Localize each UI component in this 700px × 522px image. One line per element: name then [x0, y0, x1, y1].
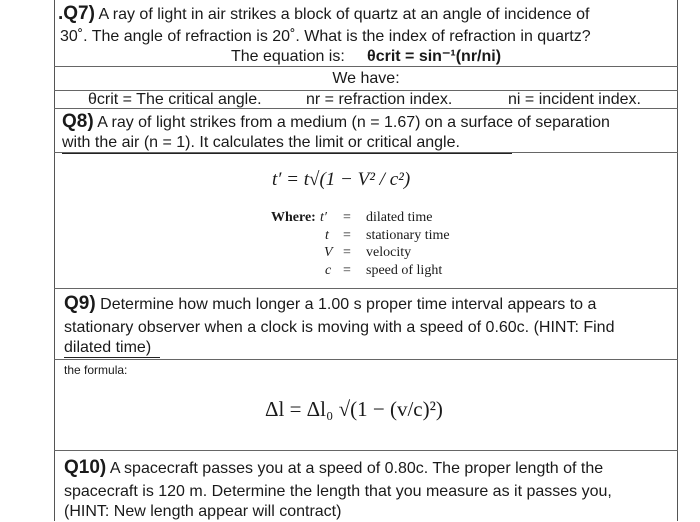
- formula-label: the formula:: [64, 363, 128, 377]
- we-have-label: We have:: [332, 70, 400, 87]
- question-10-line-3: (HINT: New length appear will contract): [64, 503, 342, 520]
- question-number: Q8): [62, 111, 94, 132]
- equation-label: The equation is:: [230, 48, 345, 65]
- underline: [64, 357, 160, 358]
- question-7-line-1: [58, 4, 589, 25]
- length-contraction-formula: Δl = Δl₀ √(1 − (v/c)²): [265, 397, 443, 421]
- question-8-line-2: with the air (n = 1). It calculates the limit or critical angle.: [62, 134, 460, 151]
- row-divider: [54, 450, 678, 451]
- question-10-line-2: spacecraft is 120 m. Determine the length that you measure as it passes you,: [64, 483, 612, 500]
- underline: [62, 153, 512, 154]
- legend-description: dilated time: [366, 210, 433, 225]
- question-number: .Q7): [58, 3, 95, 24]
- row-divider: [54, 288, 678, 289]
- time-dilation-formula: t′ = t√(1 − V² / c²): [272, 169, 411, 190]
- question-text: Determine how much longer a 1.00 s proper time interval appears to a: [100, 296, 597, 313]
- legend-equals: =: [343, 210, 351, 225]
- question-9-line-1: [64, 294, 596, 315]
- definition-critical: θcrit = The critical angle.: [88, 91, 262, 108]
- legend-equals: =: [343, 245, 351, 260]
- legend-symbol: t: [325, 228, 329, 243]
- question-number: Q9): [64, 293, 96, 314]
- where-label: Where:: [271, 210, 316, 225]
- question-10-line-1: [64, 458, 603, 479]
- legend-symbol: c: [325, 263, 332, 278]
- equation: θcrit = sin⁻¹(nr/ni): [367, 48, 502, 65]
- question-text: A ray of light strikes from a medium (n = 1.67) on a surface of separation: [97, 114, 610, 131]
- question-9-line-2: stationary observer when a clock is moving with a speed of 0.60c. (HINT: Find: [64, 319, 615, 336]
- question-8-line-1: [62, 112, 610, 133]
- definition-ni: ni = incident index.: [508, 91, 641, 108]
- legend-equals: =: [343, 228, 351, 243]
- legend-symbol: t′: [320, 210, 327, 225]
- equation-line: [54, 47, 678, 67]
- definition-nr: nr = refraction index.: [306, 91, 453, 108]
- question-7-line-2: 30˚. The angle of refraction is 20˚. What is the index of refraction in quartz?: [60, 28, 591, 45]
- question-number: Q10): [64, 457, 107, 478]
- legend-description: velocity: [366, 245, 412, 260]
- question-text: A spacecraft passes you at a speed of 0.80c. The proper length of the: [109, 460, 604, 477]
- question-9-line-3: dilated time): [64, 339, 152, 356]
- row-divider: [54, 359, 678, 360]
- legend-description: speed of light: [366, 263, 443, 278]
- legend-equals: =: [343, 263, 351, 278]
- question-text: A ray of light in air strikes a block of quartz at an angle of incidence of: [98, 6, 590, 23]
- legend-symbol: V: [324, 245, 333, 260]
- legend-description: stationary time: [366, 228, 450, 243]
